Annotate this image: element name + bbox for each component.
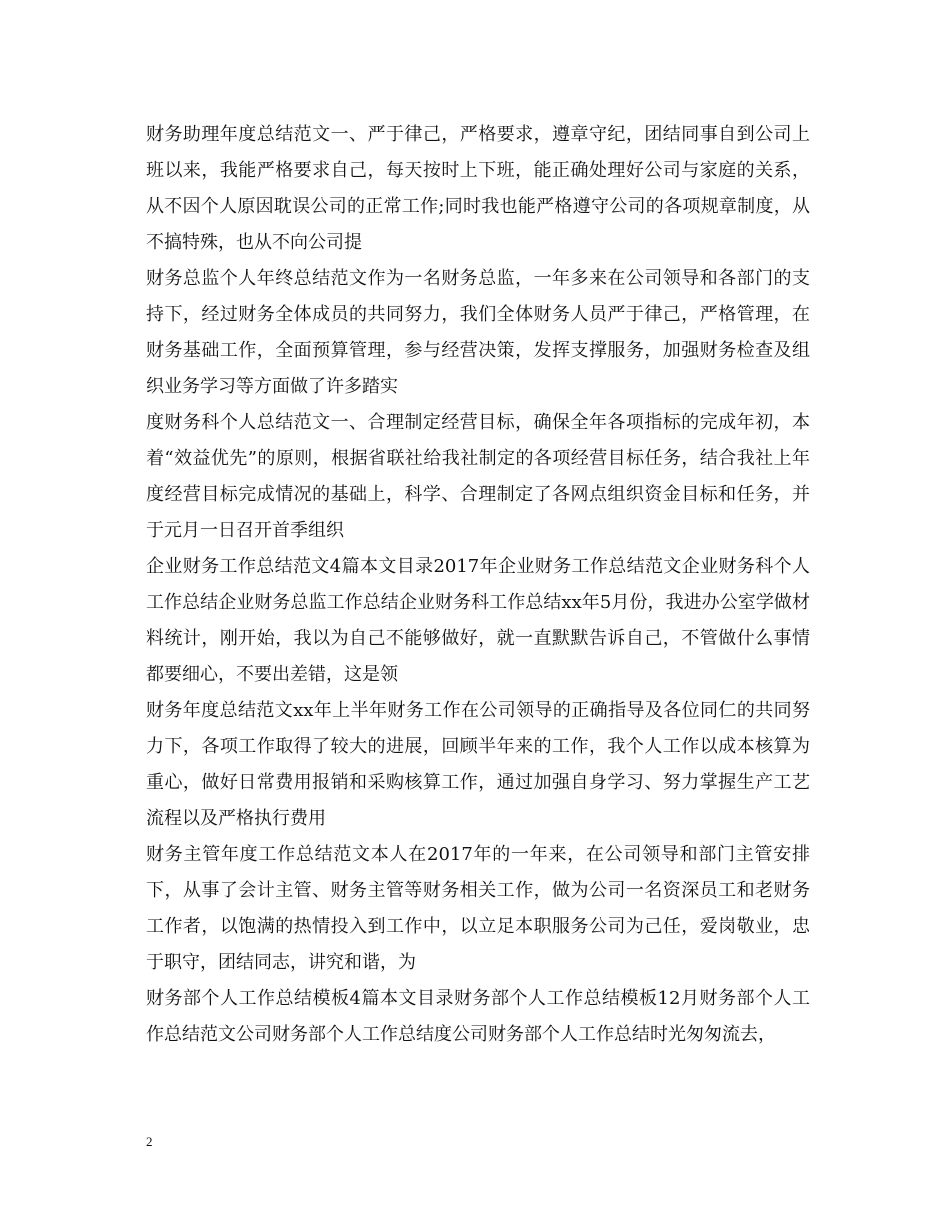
paragraph-3: 度财务科个人总结范文一、合理制定经营目标，确保全年各项指标的完成年初，本着“效益优先”的原则，根据省联社给我社制定的各项经营目标任务，结合我社上年度经营目标完成情况的基础上，科学、合理制定了各网点组织资金目标和任务，并于元月一日召开首季组织 bbox=[146, 412, 810, 541]
paragraph-7: 财务部个人工作总结模板4篇本文目录财务部个人工作总结模板12月财务部个人工作总结范文公司财务部个人工作总结度公司财务部个人工作总结时光匆匆流去， bbox=[146, 988, 810, 1045]
paragraph-5: 财务年度总结范文xx年上半年财务工作在公司领导的正确指导及各位同仁的共同努力下，各项工作取得了较大的进展，回顾半年来的工作，我个人工作以成本核算为重心，做好日常费用报销和采购核算工作，通过加强自身学习、努力掌握生产工艺流程以及严格执行费用 bbox=[146, 700, 810, 829]
paragraph-6: 财务主管年度工作总结范文本人在2017年的一年来，在公司领导和部门主管安排下，从事了会计主管、财务主管等财务相关工作，做为公司一名资深员工和老财务工作者，以饱满的热情投入到工作中，以立足本职服务公司为己任，爱岗敬业，忠于职守，团结同志，讲究和谐，为 bbox=[146, 844, 810, 973]
paragraph-2: 财务总监个人年终总结范文作为一名财务总监，一年多来在公司领导和各部门的支持下，经过财务全体成员的共同努力，我们全体财务人员严于律己，严格管理，在财务基础工作，全面预算管理，参与经营决策，发挥支撑服务，加强财务检查及组织业务学习等方面做了许多踏实 bbox=[146, 268, 810, 397]
paragraph-4: 企业财务工作总结范文4篇本文目录2017年企业财务工作总结范文企业财务科个人工作总结企业财务总监工作总结企业财务科工作总结xx年5月份，我进办公室学做材料统计，刚开始，我以为自己不能够做好，就一直默默告诉自己，不管做什么事情都要细心，不要出差错，这是领 bbox=[146, 556, 810, 685]
document-body bbox=[146, 117, 810, 1053]
paragraph-1: 财务助理年度总结范文一、严于律己，严格要求，遵章守纪，团结同事自到公司上班以来，我能严格要求自己，每天按时上下班，能正确处理好公司与家庭的关系，从不因个人原因耽误公司的正常工作;同时我也能严格遵守公司的各项规章制度，从不搞特殊，也从不向公司提 bbox=[146, 124, 810, 253]
page-number: 2 bbox=[146, 1134, 153, 1149]
